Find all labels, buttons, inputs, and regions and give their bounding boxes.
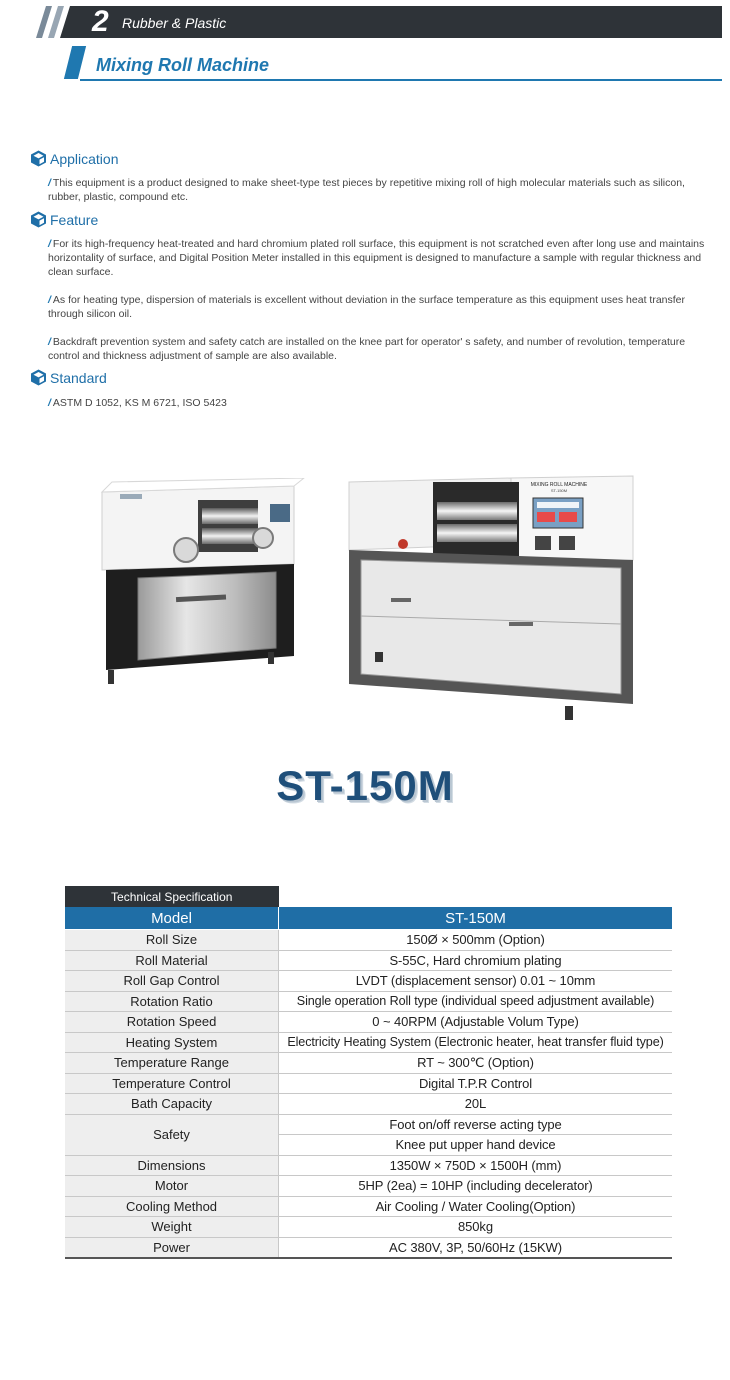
spec-label: Rotation Speed [65,1012,279,1033]
spec-value: Single operation Roll type (individual speed adjustment available) [279,991,673,1012]
cube-icon [30,150,47,167]
spec-label: Roll Size [65,930,279,951]
table-row [65,1176,672,1197]
spec-label: Bath Capacity [65,1094,279,1115]
spec-value: Digital T.P.R Control [279,1073,673,1094]
spec-label: Weight [65,1217,279,1238]
bullet-tick-icon: / [48,238,51,250]
section-application-heading [30,150,119,167]
cube-icon [30,211,47,228]
spec-value: Foot on/off reverse acting type [279,1114,673,1135]
spec-table [65,886,672,1259]
spec-value: 0 ~ 40RPM (Adjustable Volum Type) [279,1012,673,1033]
spec-header-label: Model [65,907,279,930]
category-number: 2 [92,5,109,38]
paragraph-text: ASTM D 1052, KS M 6721, ISO 5423 [52,397,227,409]
spec-value: AC 380V, 3P, 50/60Hz (15KW) [279,1237,673,1258]
title-underline [80,79,722,81]
table-row [65,930,672,951]
machine-photo-left [98,478,308,700]
feature-paragraph-1 [48,237,708,279]
feature-paragraph-3 [48,335,708,363]
section-standard-heading [30,369,107,386]
stripe-decoration [30,6,90,38]
bullet-tick-icon: / [48,294,51,306]
table-row [65,1155,672,1176]
table-row [65,1053,672,1074]
spec-value: LVDT (displacement sensor) 0.01 ~ 10mm [279,971,673,992]
spec-label: Heating System [65,1032,279,1053]
spec-label: Motor [65,1176,279,1197]
spec-value: Air Cooling / Water Cooling(Option) [279,1196,673,1217]
table-row [65,1012,672,1033]
spec-label: Safety [65,1114,279,1155]
bullet-tick-icon: / [48,336,51,348]
spec-value: 850kg [279,1217,673,1238]
table-row [65,1217,672,1238]
feature-paragraph-2 [48,293,708,321]
table-row [65,1032,672,1053]
table-row [65,1196,672,1217]
spec-label: Temperature Control [65,1073,279,1094]
panel-model: ST-150M [550,488,568,493]
table-row [65,950,672,971]
spec-label: Dimensions [65,1155,279,1176]
spec-value: Knee put upper hand device [279,1135,673,1156]
spec-header-row [65,907,672,930]
table-row [65,1073,672,1094]
panel-title: MIXING ROLL MACHINE [530,482,588,488]
spec-label: Roll Material [65,950,279,971]
paragraph-text: For its high-frequency heat-treated and hard chromium plated roll surface, this equipment is not scratched even after long use and maintains horizontality of surface, and Digital Position Meter installed in this equipment is designed to manufacture a sample with regular thickness and clean surface. [48,238,705,278]
application-paragraph [48,176,708,204]
spec-header-value: ST-150M [279,907,673,930]
bullet-tick-icon: / [48,177,51,189]
spec-value: 150Ø × 500mm (Option) [279,930,673,951]
table-row [65,1237,672,1258]
section-feature-heading [30,211,98,228]
table-row [65,1114,672,1135]
table-row [65,991,672,1012]
bullet-tick-icon: / [48,397,51,409]
section-title: Standard [50,369,107,386]
paragraph-text: This equipment is a product designed to make sheet-type test pieces by repetitive mixing roll of high molecular materials such as silicon, rubber, plastic, compound etc. [48,177,685,203]
spec-value: S-55C, Hard chromium plating [279,950,673,971]
spec-label: Cooling Method [65,1196,279,1217]
spec-value: Electricity Heating System (Electronic heater, heat transfer fluid type) [279,1032,673,1053]
machine-photo-right [345,474,637,726]
model-name-heading: ST-150M [276,762,454,809]
paragraph-text: Backdraft prevention system and safety catch are installed on the knee part for operator' s safety, and number of revolution, temperature control and thickness adjustment of sample are also available. [48,336,686,362]
table-row [65,1094,672,1115]
category-bar [30,6,722,38]
section-title: Application [50,150,119,167]
category-label: Rubber & Plastic [122,15,227,31]
spec-label: Temperature Range [65,1053,279,1074]
spec-caption: Technical Specification [65,886,279,907]
spec-value: 1350W × 750D × 1500H (mm) [279,1155,673,1176]
section-title: Feature [50,211,99,228]
title-accent-mark [64,46,86,79]
paragraph-text: As for heating type, dispersion of materials is excellent without deviation in the surface temperature as this equipment uses heat transfer through silicon oil. [48,294,686,320]
standard-paragraph [48,396,708,410]
spec-value: RT ~ 300℃ (Option) [279,1053,673,1074]
spec-label: Power [65,1237,279,1258]
spec-label: Roll Gap Control [65,971,279,992]
page-title: Mixing Roll Machine [96,55,270,75]
spec-value: 20L [279,1094,673,1115]
spec-label: Rotation Ratio [65,991,279,1012]
spec-value: 5HP (2ea) = 10HP (including decelerator) [279,1176,673,1197]
table-row [65,971,672,992]
cube-icon [30,369,47,386]
